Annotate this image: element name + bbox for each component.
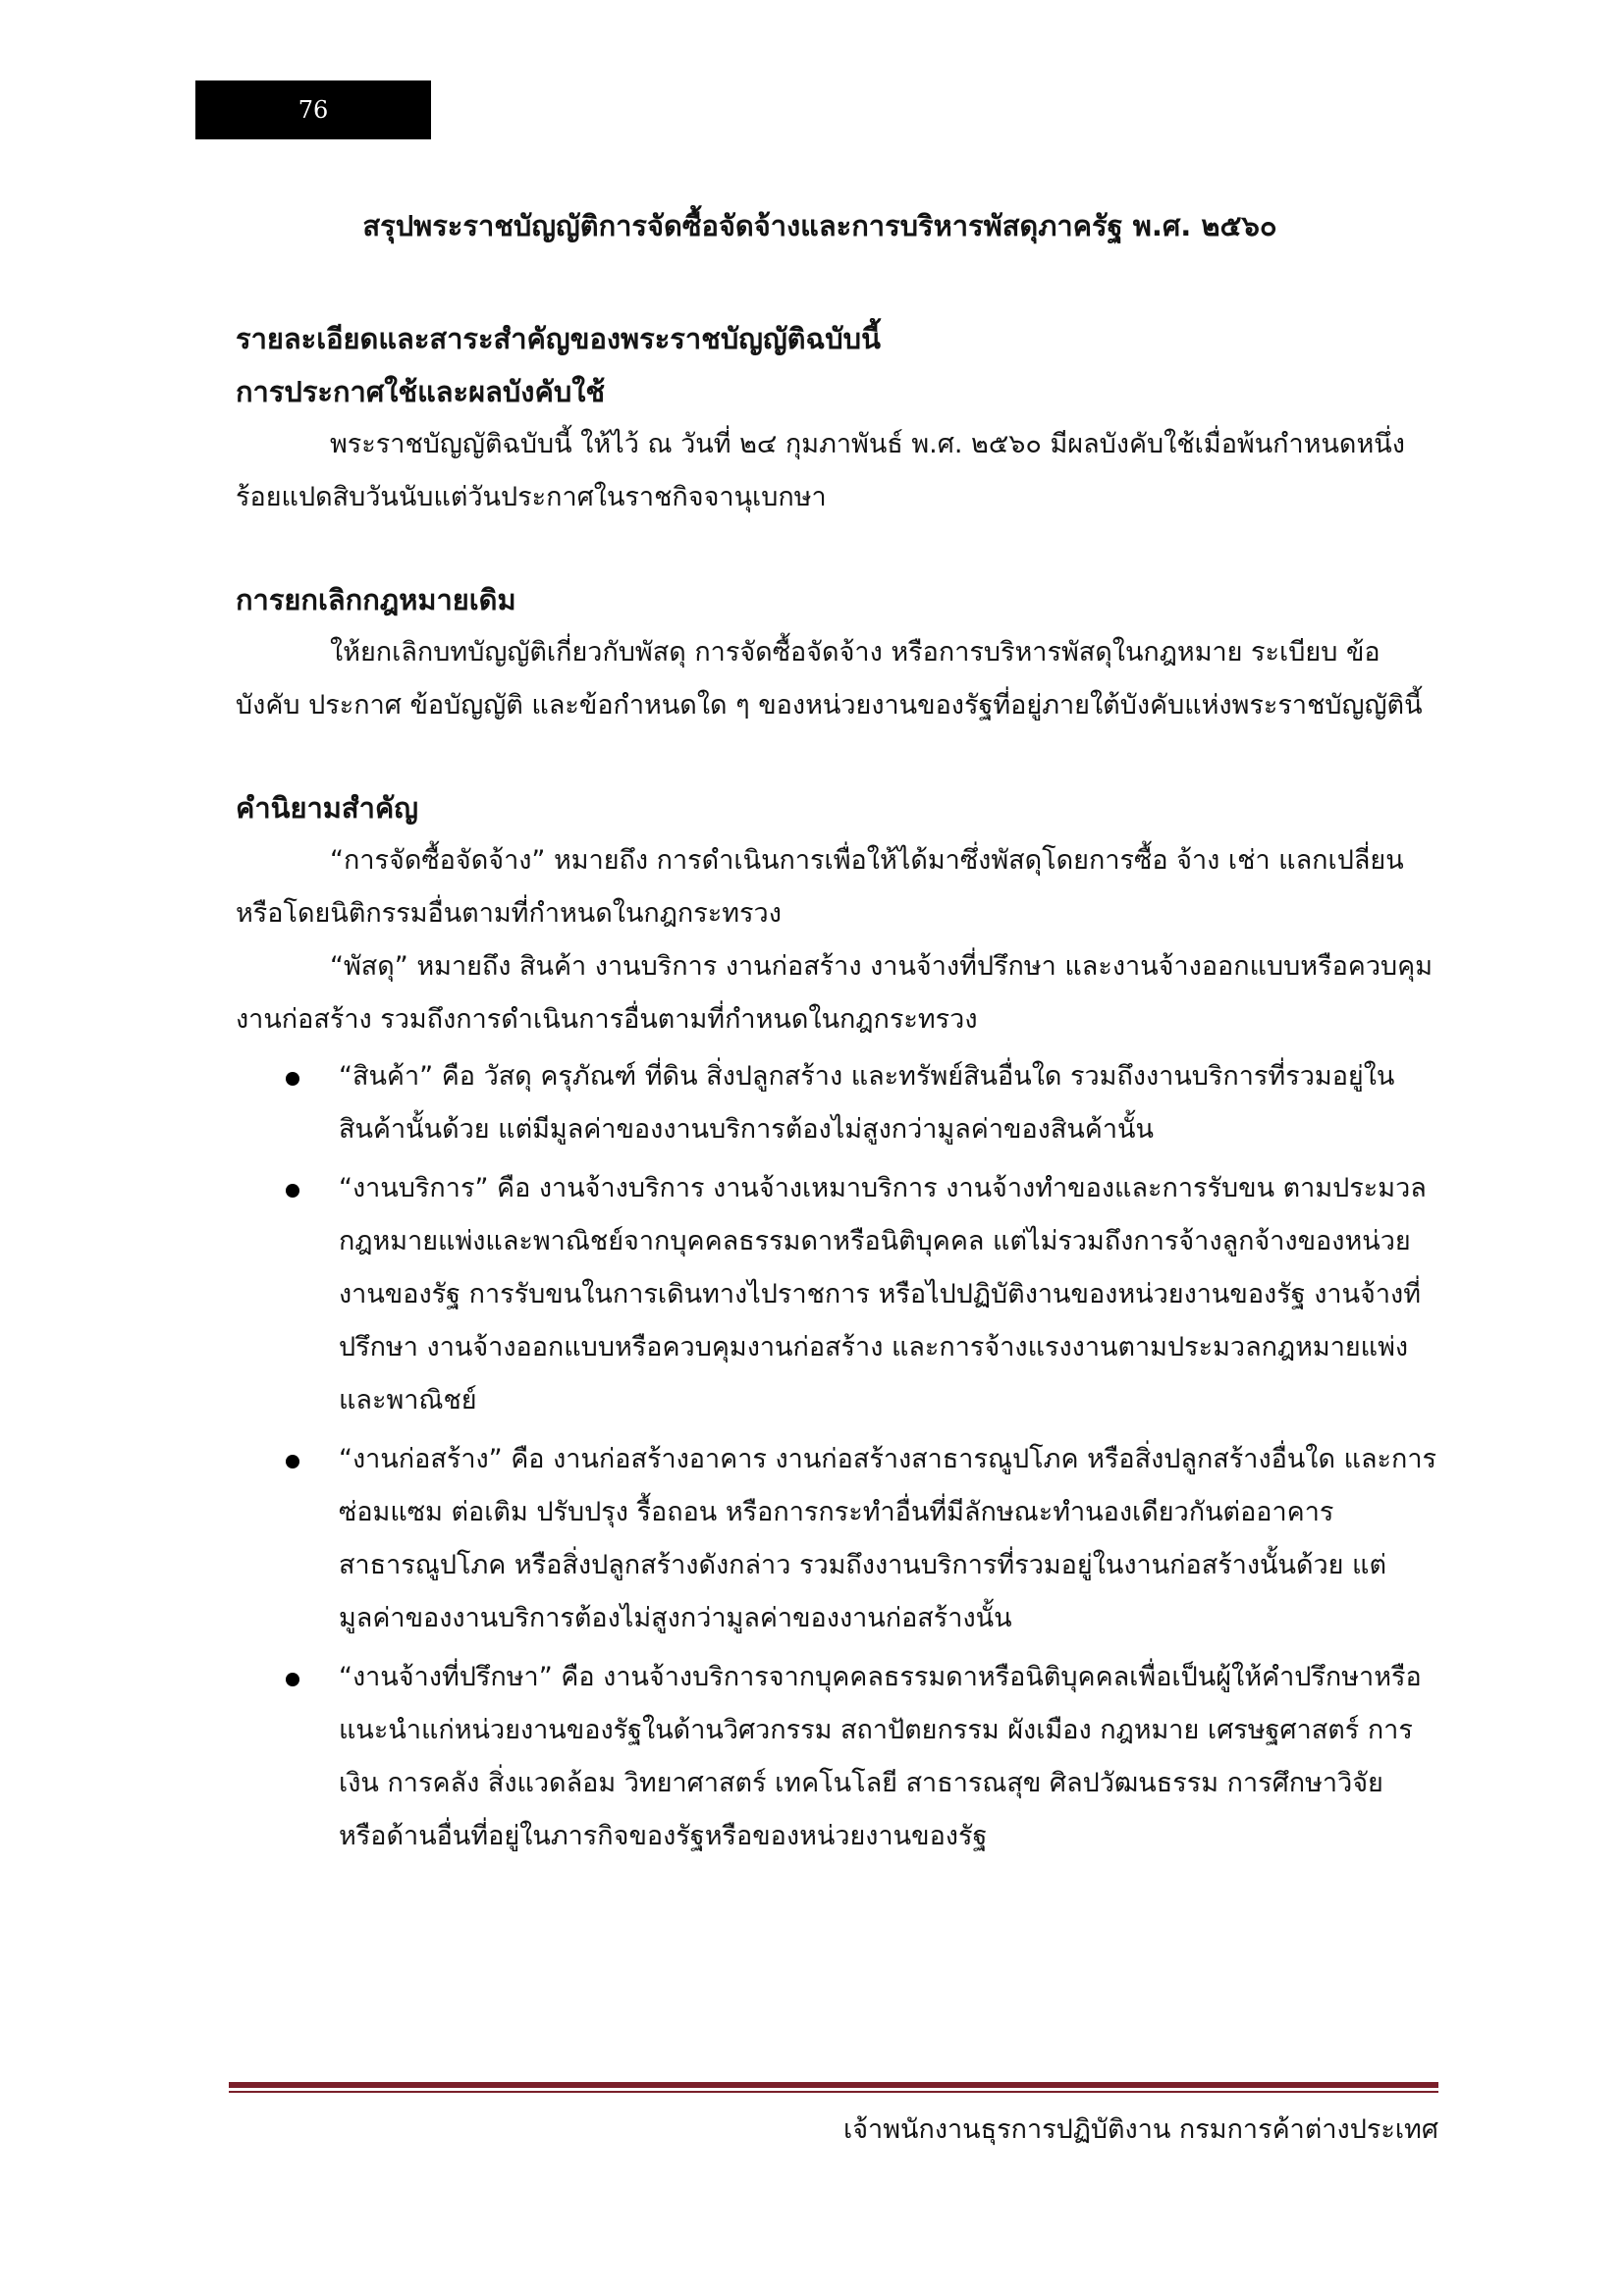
- section-spacer: [236, 732, 1438, 781]
- list-item: [339, 1651, 1438, 1863]
- footer-text: เจ้าพนักงานธุรการปฏิบัติงาน กรมการค้าต่างประเทศ: [843, 2114, 1438, 2145]
- footer-divider: [229, 2082, 1438, 2096]
- bullet-text-goods: “สินค้า” คือ วัสดุ ครุภัณฑ์ ที่ดิน สิ่งปลูกสร้าง และทรัพย์สินอื่นใด รวมถึงงานบริการที่รวมอยู่ในสินค้านั้นด้วย แต่มีมูลค่าของงานบริการต้องไม่สูงกว่ามูลค่าของสินค้านั้น: [339, 1061, 1395, 1145]
- bullet-icon: [286, 1184, 299, 1198]
- list-item: [339, 1050, 1438, 1156]
- bullet-icon: [286, 1673, 299, 1686]
- repeal-heading: การยกเลิกกฎหมายเดิม: [236, 583, 516, 616]
- bullet-icon: [286, 1072, 299, 1086]
- definition-supplies: “พัสดุ” หมายถึง สินค้า งานบริการ งานก่อสร้าง งานจ้างที่ปรึกษา และงานจ้างออกแบบหรือควบคุมงานก่อสร้าง รวมถึงการดำเนินการอื่นตามที่กำหนดในกฎกระทรวง: [236, 951, 1434, 1035]
- repeal-paragraph: ให้ยกเลิกบทบัญญัติเกี่ยวกับพัสดุ การจัดซื้อจัดจ้าง หรือการบริหารพัสดุในกฎหมาย ระเบียบ ข้อบังคับ ประกาศ ข้อบัญญัติ และข้อกำหนดใด ๆ ของหน่วยงานของรัฐที่อยู่ภายใต้บังคับแห่งพระราชบัญญัตินี้: [236, 637, 1423, 721]
- bullet-icon: [286, 1455, 299, 1468]
- definitions-bullet-list: [236, 1050, 1438, 1863]
- enforcement-heading: การประกาศใช้และผลบังคับใช้: [236, 375, 606, 408]
- list-item: [339, 1162, 1438, 1427]
- definition-procurement: “การจัดซื้อจัดจ้าง” หมายถึง การดำเนินการเพื่อให้ได้มาซึ่งพัสดุโดยการซื้อ จ้าง เช่า แลกเปลี่ยน หรือโดยนิติกรรมอื่นตามที่กำหนดในกฎกระทรวง: [236, 845, 1404, 929]
- enforcement-paragraph: พระราชบัญญัติฉบับนี้ ให้ไว้ ณ วันที่ ๒๔ กุมภาพันธ์ พ.ศ. ๒๕๖๐ มีผลบังคับใช้เมื่อพ้นกำหนดหนึ่งร้อยแปดสิบวันนับแต่วันประกาศในราชกิจจานุเบกษา: [236, 429, 1405, 512]
- bullet-text-consulting: “งานจ้างที่ปรึกษา” คือ งานจ้างบริการจากบุคคลธรรมดาหรือนิติบุคคลเพื่อเป็นผู้ให้คำปรึกษาหรือแนะนำแก่หน่วยงานของรัฐในด้านวิศวกรรม สถาปัตยกรรม ผังเมือง กฎหมาย เศรษฐศาสตร์ การเงิน การคลัง สิ่งแวดล้อม วิทยาศาสตร์ เทคโนโลยี สาธารณสุข ศิลปวัฒนธรรม การศึกษาวิจัย หรือด้านอื่นที่อยู่ในภารกิจของรัฐหรือของหน่วยงานของรัฐ: [339, 1662, 1422, 1851]
- footer-divider-thin: [229, 2091, 1438, 2093]
- definitions-heading: คำนิยามสำคัญ: [236, 791, 418, 825]
- details-heading: รายละเอียดและสาระสำคัญของพระราชบัญญัติฉบับนี้: [236, 322, 881, 355]
- section-spacer: [236, 524, 1438, 573]
- bullet-text-services: “งานบริการ” คือ งานจ้างบริการ งานจ้างเหมาบริการ งานจ้างทำของและการรับขน ตามประมวลกฎหมายแพ่งและพาณิชย์จากบุคคลธรรมดาหรือนิติบุคคล แต่ไม่รวมถึงการจ้างลูกจ้างของหน่วยงานของรัฐ การรับขนในการเดินทางไปราชการ หรือไปปฏิบัติงานของหน่วยงานของรัฐ งานจ้างที่ปรึกษา งานจ้างออกแบบหรือควบคุมงานก่อสร้าง และการจ้างแรงงานตามประมวลกฎหมายแพ่งและพาณิชย์: [339, 1173, 1427, 1415]
- page-number-box: [195, 80, 431, 139]
- page-number: 76: [298, 96, 329, 124]
- bullet-text-construction: “งานก่อสร้าง” คือ งานก่อสร้างอาคาร งานก่อสร้างสาธารณูปโภค หรือสิ่งปลูกสร้างอื่นใด และการซ่อมแซม ต่อเติม ปรับปรุง รื้อถอน หรือการกระทำอื่นที่มีลักษณะทำนองเดียวกันต่ออาคาร สาธารณูปโภค หรือสิ่งปลูกสร้างดังกล่าว รวมถึงงานบริการที่รวมอยู่ในงานก่อสร้างนั้นด้วย แต่มูลค่าของงานบริการต้องไม่สูงกว่ามูลค่าของงานก่อสร้างนั้น: [339, 1444, 1437, 1633]
- document-title: สรุปพระราชบัญญัติการจัดซื้อจัดจ้างและการบริหารพัสดุภาครัฐ พ.ศ. ๒๕๖๐: [362, 209, 1277, 242]
- document-body: [236, 312, 1438, 1869]
- list-item: [339, 1433, 1438, 1645]
